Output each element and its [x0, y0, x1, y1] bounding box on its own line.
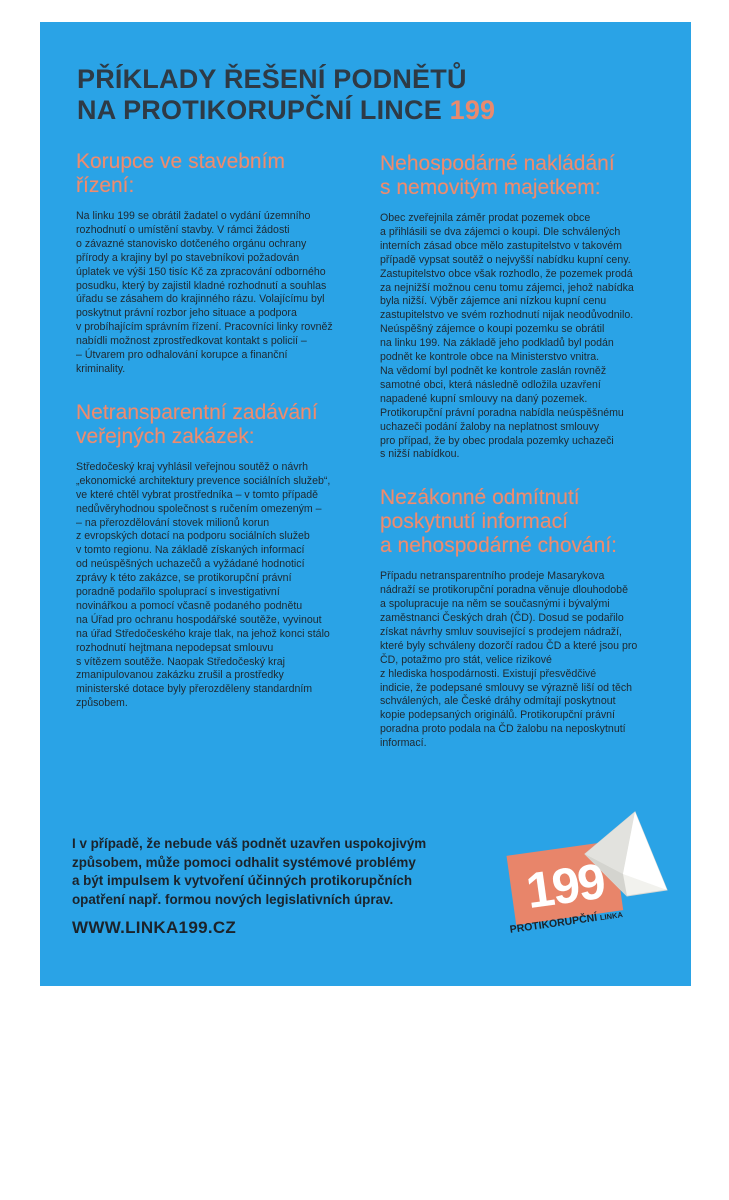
section-heading: Netransparentní zadávání veřejných zakázek: — [76, 400, 318, 448]
page-title — [77, 64, 657, 126]
website-link[interactable]: WWW.LINKA199.CZ — [72, 918, 237, 937]
left-column — [76, 150, 366, 735]
section-information-refusal — [380, 486, 670, 751]
section-building-corruption — [76, 150, 366, 377]
section-text: Na linku 199 se obrátil žadatel o vydání územního rozhodnutí o umístění stavby. V rámci žádosti o závazné stanovisko dotčeného orgánu ochrany přírody a krajiny byl po stavebníkovi požadován úplatek ve výši 150 tisíc Kč za zpracování odborného posudku, který by zajistil kladné rozhodnutí a souhlas úřadu se zásahem do krajinného rázu. Volajícímu byl poskytnut právní rozbor jeho situace a podpora v probíhajícím správním řízení. Pracovníci linky rovněž nabídli možnost zprostředkovat kontakt s policií – – Útvarem pro odhalování korupce a finanční kriminality. — [76, 210, 333, 375]
section-property-management — [380, 152, 670, 462]
section-public-procurement — [76, 401, 366, 711]
section-text: Případu netransparentního prodeje Masarykova nádraží se protikorupční poradna věnuje dlouhodobě a spolupracuje na něm se současnými i bývalými zaměstnanci Českých drah (ČD). Dosud se podařilo získat návrhy smluv související s prodejem nádraží, které byly schváleny dozorčí radou ČD a které jsou pro ČD, potažmo pro stát, velice rizikové z hlediska hospodárnosti. Existují přesvědčivé indicie, že podepsané smlouvy se výrazně liší od těch schválených, ale České dráhy odmítají poskytnout kopie podepsaných originálů. Protikorupční právní poradna proto podala na ČD žalobu na neposkytnutí informací. — [380, 570, 638, 750]
logo-label-main: PROTIKORUPČNÍ — [509, 911, 598, 936]
section-heading: Korupce ve stavebním řízení: — [76, 150, 285, 197]
section-text: Středočeský kraj vyhlásil veřejnou soutěž o návrh „ekonomické architektury prevence sociálních služeb“, ve které chtěl vybrat prostředníka – v tomto případě nedůvěryhodnou společnost s ručením omezeným – – na přerozdělování stovek milionů korun z evropských dotací na podporu sociálních služeb v tomto regionu. Na základě získaných informací od neúspěšných uchazečů a vyžádané hodnoticí zprávy k této zakázce, se protikorupční právní poradně podařilo spoluprací s investigativní novinářkou a pomocí včasně podaného podnětu na Úřad pro ochranu hospodářské soutěže, vyvinout na úřad Středočeského kraje tlak, na jehož konci stálo rozhodnutí hejtmana nepodepsat smlouvu s vítězem soutěže. Naopak Středočeský kraj zmanipulovanou zakázku zrušil a prostředky ministerské dotace byly přerozděleny standardním způsobem. — [76, 460, 331, 710]
flyer-page — [40, 22, 691, 986]
section-text: Obec zveřejnila záměr prodat pozemek obce a přihlásili se dva zájemci o koupi. Dle schválených interních zásad obce mělo zastupitelstvo v takovém případě vypsat soutěž o nejvyšší nabídku kupní ceny. Zastupitelstvo obce však rozhodlo, že pozemek prodá za nejnižší možnou cenu tomu zájemci, jehož nabídka byla nižší. Výběr zájemce ani nízkou kupní cenu zastupitelstvo ve svém rozhodnutí nijak neodůvodnilo. Neúspěšný zájemce o koupi pozemku se obrátil na linku 199. Na základě jeho podkladů byl podán podnět ke kontrole obce na Ministerstvo vnitra. Na vědomí byl podnět ke kontrole zaslán rovněž samotné obci, která následně odložila uzavření napadené kupní smlouvy na daný pozemek. Protikorupční právní poradna nabídla neúspěšnému uchazeči podání žaloby na neplatnost smlouvy pro případ, že by obec prodala pozemky uchazeči s nižší nabídkou. — [380, 212, 634, 461]
right-column — [380, 152, 670, 775]
title-line-2: NA PROTIKORUPČNÍ LINCE — [77, 95, 442, 125]
title-line-1: PŘÍKLADY ŘEŠENÍ PODNĚTŮ — [77, 64, 467, 94]
linka-199-logo — [505, 804, 675, 974]
logo-label-small: LINKA — [599, 910, 624, 923]
logo-number: 199 — [522, 852, 608, 920]
footer-note: I v případě, že nebude váš podnět uzavřen uspokojivým způsobem, může pomoci odhalit systémové problémy a být impulsem k vytvoření účinných protikorupčních opatření např. formou nových legislativních úprav. — [72, 836, 427, 907]
section-heading: Nezákonné odmítnutí poskytnutí informací a nehospodárné chování: — [380, 486, 618, 558]
title-highlight-number: 199 — [449, 95, 496, 125]
section-heading: Nehospodárné nakládání s nemovitým majetkem: — [380, 152, 615, 199]
